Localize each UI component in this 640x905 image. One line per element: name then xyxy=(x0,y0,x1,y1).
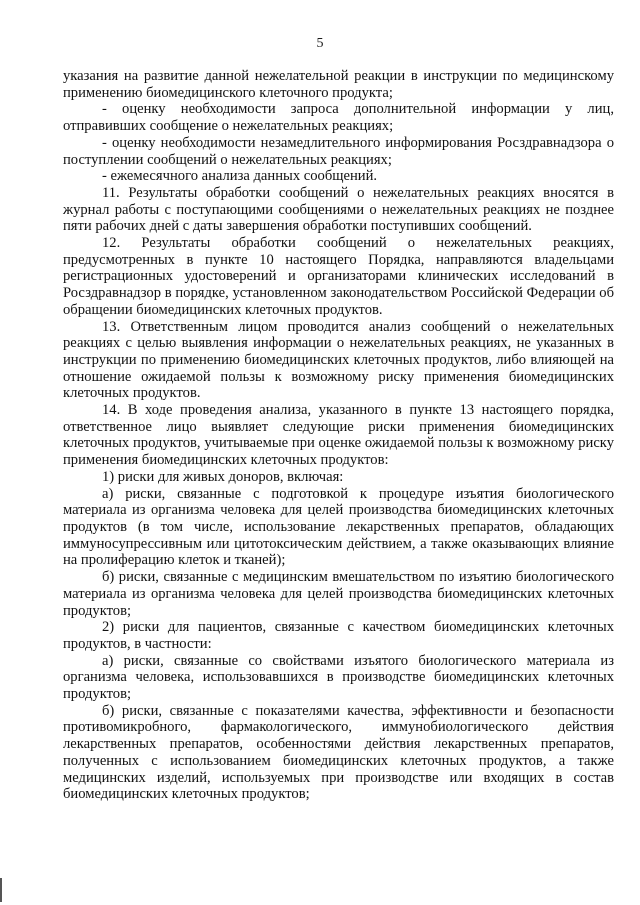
paragraph: а) риски, связанные со свойствами изъятого биологического материала из организма человека, использовавшихся в производстве биомедицинских клеточных продуктов; xyxy=(63,652,614,703)
paragraph: 14. В ходе проведения анализа, указанного в пункте 13 настоящего порядка, ответственное лицо выявляет следующие риски применения биомедицинских клеточных продуктов, учитываемые при оценке ожидаемой пользы к возможному риску применения биомедицинских клеточных продуктов: xyxy=(63,402,614,469)
paragraph: б) риски, связанные с медицинским вмешательством по изъятию биологического материала из организма человека для целей производства биомедицинских клеточных продуктов; xyxy=(63,569,614,619)
paragraph: 1) риски для живых доноров, включая: xyxy=(102,468,344,485)
paragraph: а) риски, связанные с подготовкой к процедуре изъятия биологического материала из организма человека для целей производства биомедицинских клеточных продуктов (в том числе, использование лекарственных препаратов, обладающих иммуносупрессивным или цитотоксическим действием, а также оказывающих влияние на пролиферацию клеток и тканей); xyxy=(63,485,614,569)
paragraph: указания на развитие данной нежелательной реакции в инструкции по медицинскому применению биомедицинского клеточного продукта; xyxy=(63,68,614,101)
paragraph: - оценку необходимости незамедлительного информирования Росздравнадзора о поступлении сообщений о нежелательных реакциях; xyxy=(63,134,614,168)
paragraph: 2) риски для пациентов, связанные с качеством биомедицинских клеточных продуктов, в частности: xyxy=(63,619,614,652)
paragraph: 13. Ответственным лицом проводится анализ сообщений о нежелательных реакциях с целью выявления информации о нежелательных реакциях, не указанных в инструкции по применению биомедицинских клеточных продуктов, либо влияющей на отношение ожидаемой пользы к возможному риску применения биомедицинских клеточных продуктов. xyxy=(63,318,614,402)
scan-edge-mark xyxy=(0,878,2,902)
body-text xyxy=(63,68,614,803)
paragraph: 12. Результаты обработки сообщений о нежелательных реакциях, предусмотренных в пункте 10 настоящего Порядка, направляются владельцами регистрационных удостоверений и организаторами клинических исследований в Росздравнадзор в порядке, установленном законодательством Российской Федерации об обращении биомедицинских клеточных продуктов. xyxy=(63,235,614,318)
page-number: 5 xyxy=(316,36,324,51)
paragraph: - ежемесячного анализа данных сообщений. xyxy=(102,168,378,185)
paragraph: б) риски, связанные с показателями качества, эффективности и безопасности противомикробного, фармакологического, иммунобиологического действия лекарственных препаратов, особенностями действия лекарственных препаратов, полученных с использованием биомедицинских клеточных продуктов, а также медицинских изделий, используемых при производстве или входящих в состав биомедицинских клеточных продуктов; xyxy=(63,702,614,803)
paragraph: - оценку необходимости запроса дополнительной информации у лиц, отправивших сообщение о нежелательных реакциях; xyxy=(63,101,614,135)
paragraph: 11. Результаты обработки сообщений о нежелательных реакциях вносятся в журнал работы с поступающими сообщениями о нежелательных реакциях не позднее пяти рабочих дней с даты завершения обработки поступивших сообщений. xyxy=(63,184,614,235)
